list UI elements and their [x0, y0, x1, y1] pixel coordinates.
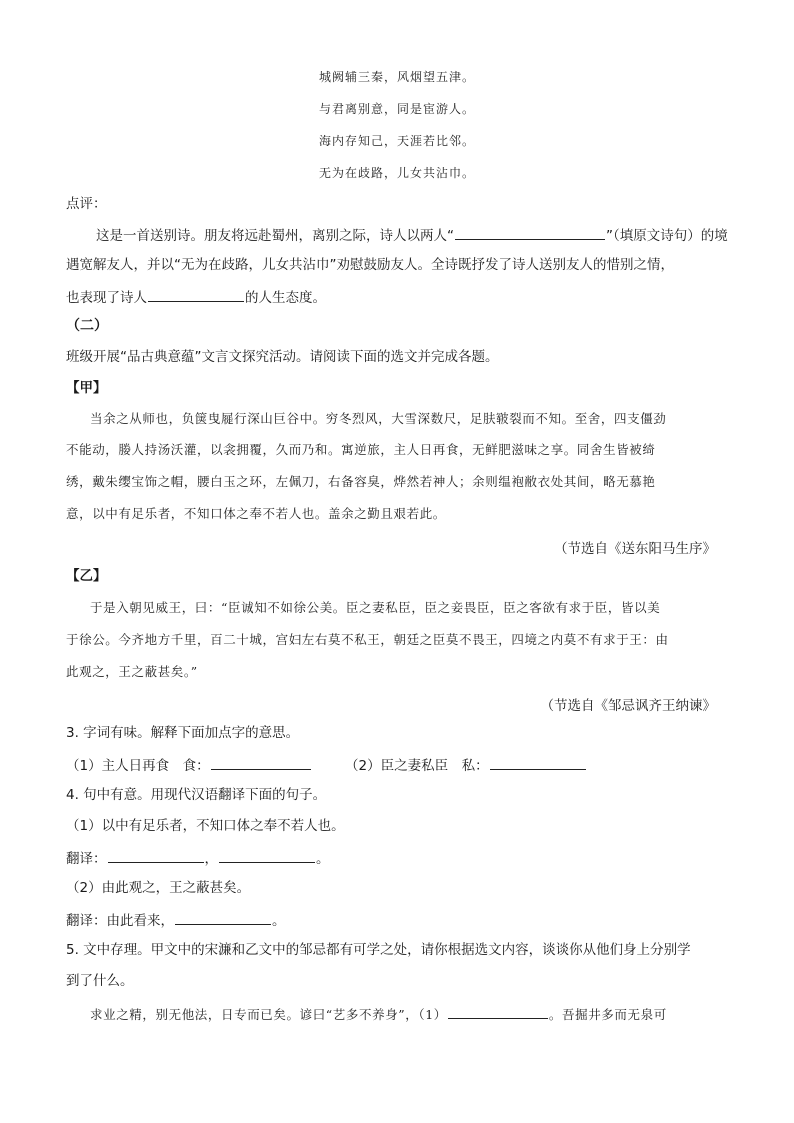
passage-jia-line: 意，以中有足乐者，不知口体之奉不若人也。盖余之勤且艰若此。: [66, 506, 446, 521]
passage-jia-line: 当余之从师也，负箧曳屣行深山巨谷中。穷冬烈风，大雪深数尺，足肤皲裂而不知。至舍，四支僵劲: [90, 411, 667, 426]
comment-paragraph-line-1: [96, 226, 728, 244]
passage-jia-label: 【甲】: [66, 380, 107, 396]
passage-jia-line: 绣，戴朱缨宝饰之帽，腰白玉之环，左佩刀，右备容臭，烨然若神人；余则缊袍敝衣处其间，略无慕艳: [66, 474, 656, 489]
passage-yi-line: 于是入朝见威王，曰：“臣诚知不如徐公美。臣之妻私臣，臣之妾畏臣，臣之客欲有求于臣，皆以美: [90, 600, 661, 615]
poem-line-4: 无为在歧路，儿女共沾巾。: [318, 166, 475, 180]
poem-line-blank[interactable]: [455, 226, 605, 240]
answer-blank[interactable]: [219, 849, 315, 863]
answer-text: 求业之精，别无他法，日专而已矣。谚曰“艺多不养身”，（1）: [90, 1007, 447, 1022]
answer-blank[interactable]: [175, 911, 271, 925]
passage-yi-source: （节选自《邹忌讽齐王纳谏》: [540, 698, 716, 714]
question-5-title-line-2: 到了什么。: [66, 973, 134, 989]
comment-text: 的人生态度。: [245, 290, 326, 306]
question-4-title: 4. 句中有意。用现代汉语翻译下面的句子。: [66, 787, 327, 803]
question-3-item-1-text: （1）主人日再食 食：: [66, 758, 210, 774]
answer-blank[interactable]: [211, 756, 311, 770]
section-intro: 班级开展“品古典意蕴”文言文探究活动。请阅读下面的选文并完成各题。: [66, 349, 499, 365]
question-5-title-line-1: 5. 文中存理。甲文中的宋濂和乙文中的邹忌都有可学之处，请你根据选文内容，谈谈你从他们身上分别学: [66, 942, 691, 958]
poem-line-2: 与君离别意，同是宦游人。: [318, 102, 475, 116]
question-3-item-2: [345, 756, 587, 774]
separator: ，: [204, 851, 218, 867]
comment-text: 这是一首送别诗。朋友将远赴蜀州，离别之际，诗人以两人“: [96, 228, 454, 244]
attitude-blank[interactable]: [148, 288, 244, 302]
question-4-sentence-2: （2）由此观之，王之蔽甚矣。: [66, 880, 251, 896]
answer-blank[interactable]: [108, 849, 204, 863]
passage-jia-source: （节选自《送东阳马生序》: [554, 541, 716, 557]
question-4-sentence-1: （1）以中有足乐者，不知口体之奉不若人也。: [66, 818, 345, 834]
translation-label: 翻译：由此看来，: [66, 913, 174, 929]
comment-text: ”（填原文诗句）的境: [606, 228, 728, 244]
comment-text: 也表现了诗人: [66, 290, 147, 306]
question-4-translation-2: [66, 911, 286, 929]
answer-text: 。吾掘井多而无泉可: [548, 1007, 667, 1022]
question-3-title: 3. 字词有味。解释下面加点字的意思。: [66, 725, 300, 741]
passage-yi-line: 此观之，王之蔽甚矣。”: [66, 664, 198, 679]
translation-label: 翻译：: [66, 851, 107, 867]
passage-yi-label: 【乙】: [66, 568, 107, 584]
question-3-item-1: [66, 756, 312, 774]
question-4-translation-1: [66, 849, 330, 867]
comment-paragraph-line-3: [66, 288, 326, 306]
poem-line-3: 海内存知己，天涯若比邻。: [318, 134, 475, 148]
period: 。: [272, 913, 286, 929]
passage-jia-line: 不能动，媵人持汤沃灌，以衾拥覆，久而乃和。寓逆旅，主人日再食，无鲜肥滋味之享。同舍生皆被绮: [66, 442, 656, 457]
answer-blank[interactable]: [490, 756, 586, 770]
period: 。: [316, 851, 330, 867]
section-heading: （二）: [66, 318, 108, 334]
comment-label: 点评：: [66, 196, 107, 212]
question-3-item-2-text: （2）臣之妻私臣 私：: [345, 758, 489, 774]
poem-line-1: 城阙辅三秦，风烟望五津。: [318, 70, 475, 84]
comment-paragraph-line-2: 遇宽解友人，并以“无为在歧路，儿女共沾巾”劝慰鼓励友人。全诗既抒发了诗人送别友人的惜别之情，: [66, 257, 674, 273]
answer-blank[interactable]: [448, 1005, 548, 1019]
question-5-answer: [90, 1005, 667, 1023]
passage-yi-line: 于徐公。今齐地方千里，百二十城，宫妇左右莫不私王，朝廷之臣莫不畏王，四境之内莫不有求于王：由: [66, 632, 669, 647]
